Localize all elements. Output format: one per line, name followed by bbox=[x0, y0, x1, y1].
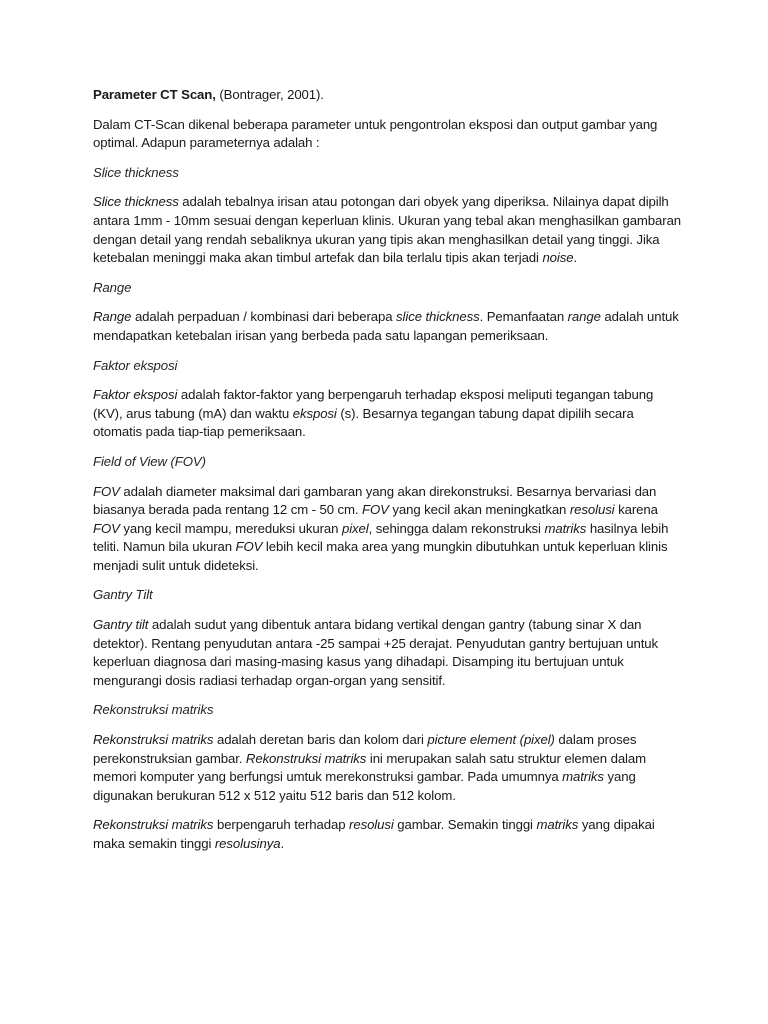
text-run: yang dipakai maka semakin tinggi bbox=[93, 817, 655, 851]
italic-term: picture element (pixel) bbox=[427, 732, 555, 748]
text-run: dalam proses perekonstruksian gambar. bbox=[93, 732, 637, 766]
text-run: yang kecil mampu, mereduksi ukuran bbox=[119, 520, 342, 536]
text-run: karena bbox=[614, 502, 658, 518]
italic-term: resolusi bbox=[569, 502, 615, 518]
italic-term: eksposi bbox=[292, 405, 337, 421]
italic-term: Range bbox=[93, 309, 132, 325]
intro-paragraph: Dalam CT-Scan dikenal beberapa parameter untuk pengontrolan eksposi dan output gambar yang optimal. Adapun parameternya adalah : bbox=[93, 116, 658, 151]
section-heading: Range bbox=[93, 279, 132, 295]
text-run: . bbox=[280, 836, 285, 851]
section-paragraph bbox=[93, 731, 683, 805]
text-run: hasilnya lebih teliti. Namun bila ukuran bbox=[93, 520, 669, 555]
document-page bbox=[93, 86, 683, 865]
section-paragraph bbox=[93, 308, 683, 345]
italic-term: range bbox=[567, 309, 601, 325]
italic-term: Faktor eksposi bbox=[93, 387, 178, 403]
text-run: adalah tebalnya irisan atau potongan dari obyek yang diperiksa. Nilainya dapat dipilh antara 1mm - 10mm sesuai dengan keperluan klinis. Ukuran yang tebal akan menghasilkan gambaran dengan detail yang rendah sebaliknya ukuran yang tipis akan menghasilkan detail yang tinggi. Jika ketebalan meninggi maka akan timbul artefak dan bila terlalu tipis akan terjadi bbox=[93, 194, 682, 266]
italic-term: FOV bbox=[93, 520, 120, 536]
text-run: ini merupakan salah satu struktur elemen dalam memori komputer yang berfungsi umtuk merekonstruksi gambar. Pada umumnya bbox=[93, 750, 647, 785]
italic-term: resolusinya bbox=[214, 836, 281, 851]
section-paragraph bbox=[93, 483, 683, 576]
italic-term: matriks bbox=[544, 520, 587, 536]
italic-term: noise bbox=[542, 250, 574, 266]
text-run: adalah untuk mendapatkan ketebalan irisan yang berbeda pada satu lapangan pemeriksaan. bbox=[93, 309, 679, 343]
section-paragraph bbox=[93, 386, 683, 442]
italic-term: FOV bbox=[93, 483, 120, 499]
text-run: . Pemanfaatan bbox=[479, 309, 568, 325]
title-bold: Parameter CT Scan, bbox=[93, 87, 216, 102]
title-citation: (Bontrager, 2001). bbox=[215, 87, 324, 102]
section-heading: Slice thickness bbox=[93, 164, 179, 180]
section-heading: Faktor eksposi bbox=[93, 357, 178, 373]
text-run: yang kecil akan meningkatkan bbox=[388, 502, 570, 518]
italic-term: matriks bbox=[536, 817, 579, 833]
italic-term: FOV bbox=[362, 502, 389, 518]
italic-term: pixel bbox=[341, 520, 369, 536]
document-title bbox=[93, 86, 683, 105]
italic-term: Slice thickness bbox=[93, 194, 179, 210]
italic-term: Gantry tilt bbox=[93, 617, 149, 633]
italic-term: FOV bbox=[235, 539, 263, 555]
italic-term: Rekonstruksi matriks bbox=[93, 817, 214, 833]
text-run: adalah sudut yang dibentuk antara bidang vertikal dengan gantry (tabung sinar X dan detektor). Rentang penyudutan antara -25 sampai +25 derajat. Penyudutan gantry bertujuan untuk keperluan diagnosa dari masing-masing kasus yang dihadapi. Disamping itu bertujuan untuk mengurangi dosis radiasi terhadap organ-organ yang sensitif. bbox=[93, 617, 659, 688]
text-run: yang digunakan berukuran 512 x 512 yaitu 512 baris dan 512 kolom. bbox=[93, 769, 636, 803]
italic-term: Rekonstruksi matriks bbox=[93, 732, 214, 748]
text-run: gambar. Semakin tinggi bbox=[393, 817, 537, 833]
text-run: berpengaruh terhadap bbox=[213, 817, 350, 833]
text-run: (s). Besarnya tegangan tabung dapat dipilih secara otomatis pada tiap-tiap pemeriksaan. bbox=[93, 405, 634, 440]
text-run: lebih kecil maka area yang mungkin dibutuhkan untuk keperluan klinis menjadi sulit untuk dideteksi. bbox=[93, 539, 668, 573]
text-run: , sehingga dalam rekonstruksi bbox=[368, 520, 545, 536]
section-paragraph bbox=[93, 193, 683, 267]
text-run: adalah perpaduan / kombinasi dari beberapa bbox=[131, 309, 397, 325]
text-run: adalah deretan baris dan kolom dari bbox=[213, 732, 428, 748]
section-heading: Rekonstruksi matriks bbox=[93, 702, 214, 718]
section-heading: Field of View (FOV) bbox=[93, 453, 206, 469]
italic-term: slice thickness bbox=[396, 309, 480, 325]
text-run: adalah diameter maksimal dari gambaran yang akan direkonstruksi. Besarnya bervariasi dan biasanya berada pada rentang 12 cm - 50 cm. bbox=[93, 483, 657, 518]
sections-container bbox=[93, 164, 683, 854]
text-run: adalah faktor-faktor yang berpengaruh terhadap eksposi meliputi tegangan tabung (KV), arus tabung (mA) dan waktu bbox=[93, 387, 654, 421]
section-heading: Gantry Tilt bbox=[93, 587, 153, 603]
italic-term: matriks bbox=[562, 769, 604, 785]
italic-term: Rekonstruksi matriks bbox=[245, 750, 367, 766]
text-run: . bbox=[573, 250, 578, 266]
section-paragraph bbox=[93, 616, 683, 690]
section-paragraph bbox=[93, 816, 683, 853]
italic-term: resolusi bbox=[349, 817, 394, 833]
